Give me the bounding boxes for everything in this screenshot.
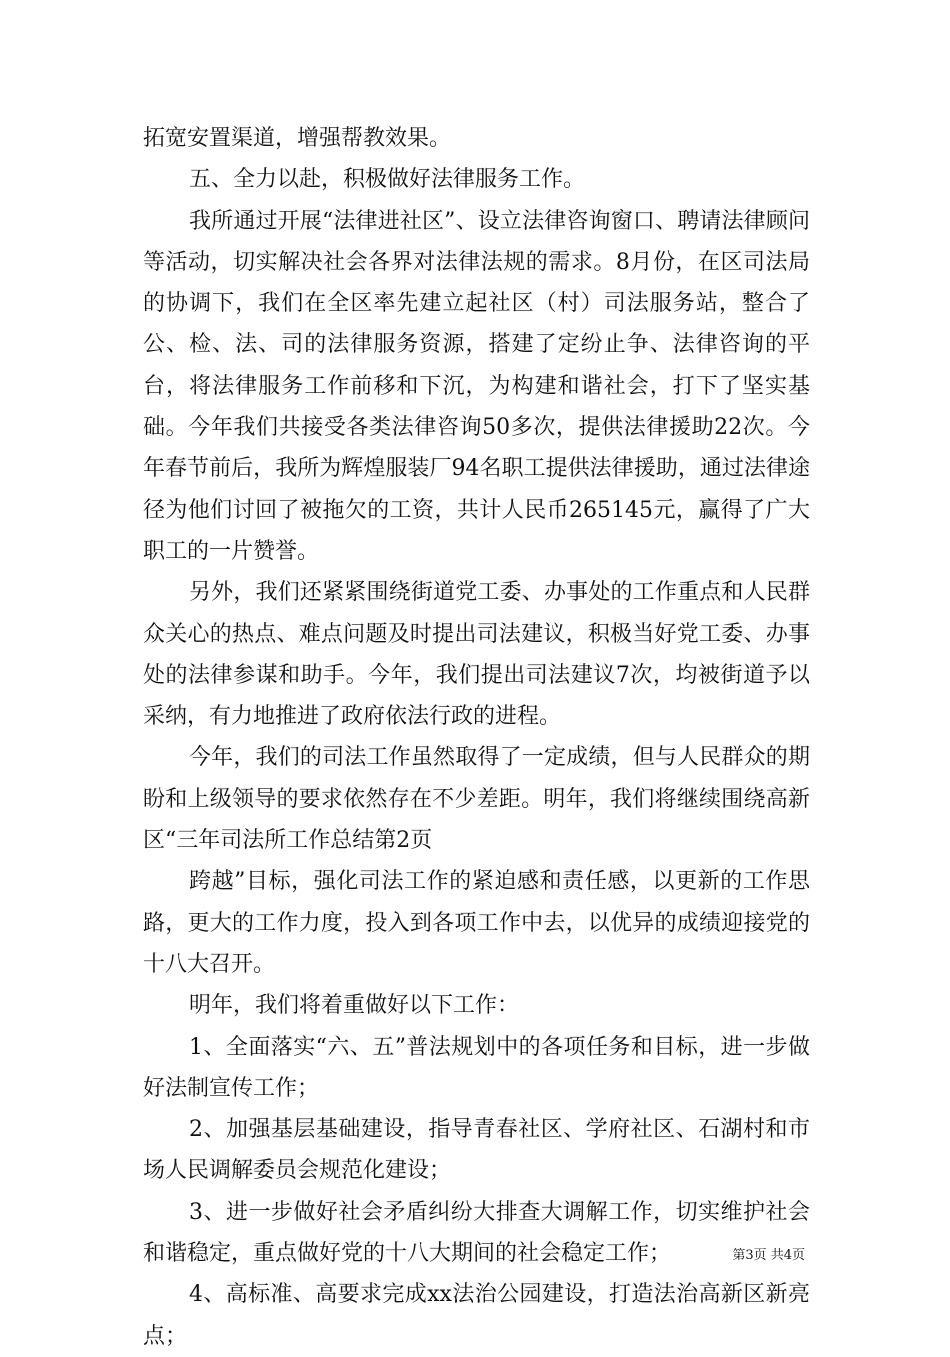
- page-number-footer: 第3页 共4页: [732, 1248, 805, 1263]
- paragraph-achievements-gap: 今年，我们的司法工作虽然取得了一定成绩，但与人民群众的期盼和上级领导的要求依然存在不少差距。明年，我们将继续围绕高新区“三年司法所工作总结第2页: [143, 745, 810, 854]
- document-body: [143, 118, 810, 1357]
- section-heading-five: 五、全力以赴，积极做好法律服务工作。: [189, 167, 586, 193]
- list-item-2: 2、加强基层基础建设，指导青春社区、学府社区、石湖村和市场人民调解委员会规范化建设；: [143, 1117, 810, 1184]
- list-item-3: 3、进一步做好社会矛盾纠纷大排查大调解工作，切实维护社会和谐稳定，重点做好党的十八大期间的社会稳定工作；: [143, 1199, 810, 1267]
- paragraph-legal-services: 我所通过开展“法律进社区”、设立法律咨询窗口、聘请法律顾问等活动，切实解决社会各界对法律法规的需求。8月份，在区司法局的协调下，我们在全区率先建立起社区（村）司法服务站，整合了公、检、法、司的法律服务资源，搭建了定纷止争、法律咨询的平台，将法律服务工作前移和下沉，为构建和谐社会，打下了坚实基础。今年我们共接受各类法律咨询50多次，提供法律援助22次。今年春节前后，我所为辉煌服装厂94名职工提供法律援助，通过法律途径为他们讨回了被拖欠的工资，共计人民币265145元，赢得了广大职工的一片赞誉。: [143, 208, 810, 564]
- list-item-1: 1、全面落实“六、五”普法规划中的各项任务和目标，进一步做好法制宣传工作；: [143, 1034, 810, 1101]
- paragraph-next-year-goal: 跨越”目标，强化司法工作的紧迫感和责任感，以更新的工作思路，更大的工作力度，投入到各项工作中去，以优异的成绩迎接党的十八大召开。: [143, 869, 810, 977]
- paragraph-next-year-intro: 明年，我们将着重做好以下工作：: [189, 993, 520, 1019]
- list-item-4: 4、高标准、高要求完成xx法治公园建设，打造法治高新区新亮点；: [143, 1282, 810, 1349]
- paragraph-judicial-advice: 另外，我们还紧紧围绕街道党工委、办事处的工作重点和人民群众关心的热点、难点问题及时提出司法建议，积极当好党工委、办事处的法律参谋和助手。今年，我们提出司法建议7次，均被街道予以采纳，有力地推进了政府依法行政的进程。: [143, 580, 810, 730]
- paragraph-continuation: 拓宽安置渠道，增强帮教效果。: [143, 126, 452, 151]
